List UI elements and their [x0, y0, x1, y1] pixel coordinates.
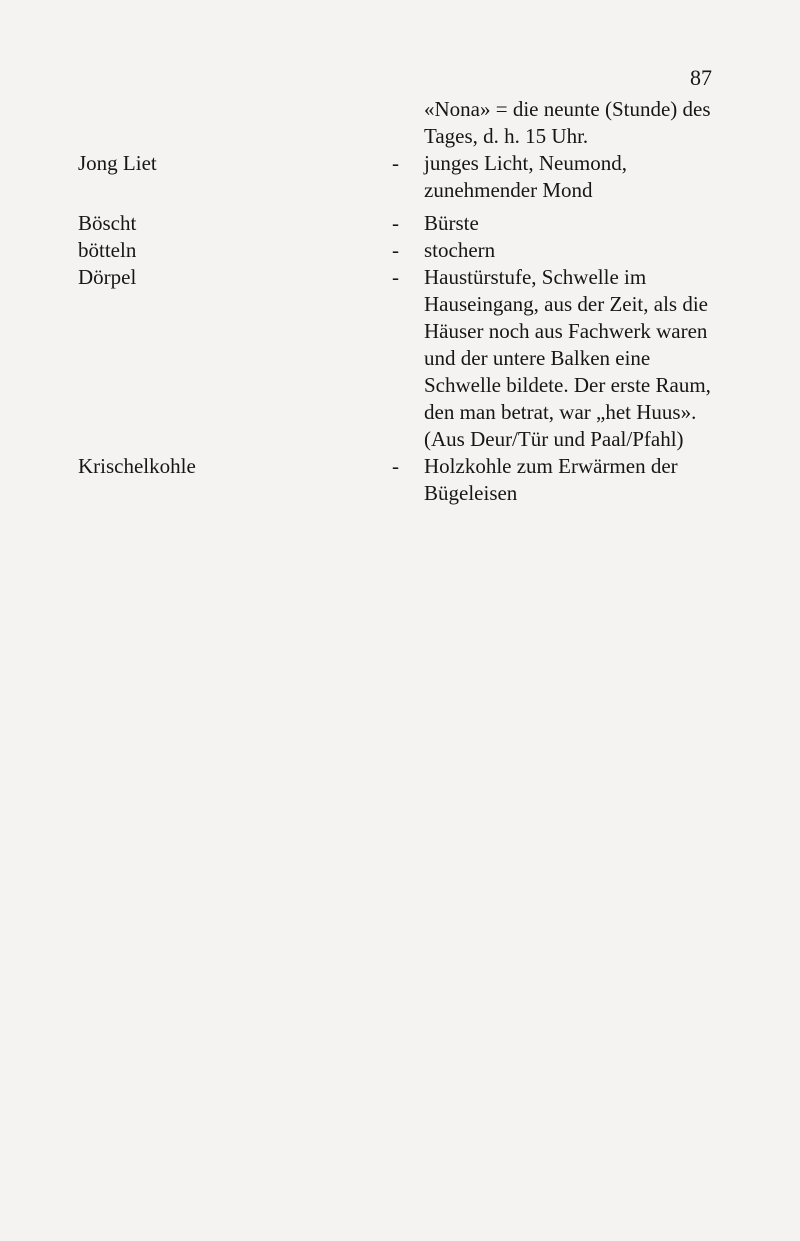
glossary-dash: -	[392, 265, 399, 289]
glossary-dash: -	[392, 454, 399, 478]
glossary-definition: stochern	[424, 238, 496, 262]
glossary-term: Dörpel	[78, 265, 137, 289]
glossary-term: Böscht	[78, 211, 137, 235]
glossary-term: Krischelkohle	[78, 454, 196, 478]
page-number: 87	[690, 65, 712, 90]
glossary-definition: Bürste	[424, 211, 479, 235]
glossary-definition: Haustürstufe, Schwelle im Hauseingang, aus der Zeit, als die Häuser noch aus Fachwerk waren und der untere Balken eine Schwelle bildete. Der erste Raum, den man betrat, war „het Huus». (Aus Deur/Tür und Paal/Pfahl)	[424, 265, 711, 451]
glossary-definition: junges Licht, Neumond, zunehmender Mond	[424, 151, 627, 202]
glossary-entry	[0, 453, 800, 507]
glossary-dash: -	[392, 151, 399, 175]
glossary-definition: Holzkohle zum Erwärmen der Bügeleisen	[424, 454, 678, 505]
glossary-list	[0, 96, 800, 507]
glossary-term: Jong Liet	[78, 151, 157, 175]
glossary-definition: «Nona» = die neunte (Stunde) des Tages, d. h. 15 Uhr.	[424, 97, 711, 148]
glossary-entry	[0, 237, 800, 264]
glossary-term: bötteln	[78, 238, 137, 262]
glossary-dash: -	[392, 238, 399, 262]
glossary-entry	[0, 150, 800, 204]
glossary-dash: -	[392, 211, 399, 235]
glossary-entry	[0, 210, 800, 237]
glossary-entry	[0, 264, 800, 453]
glossary-entry	[0, 96, 800, 150]
